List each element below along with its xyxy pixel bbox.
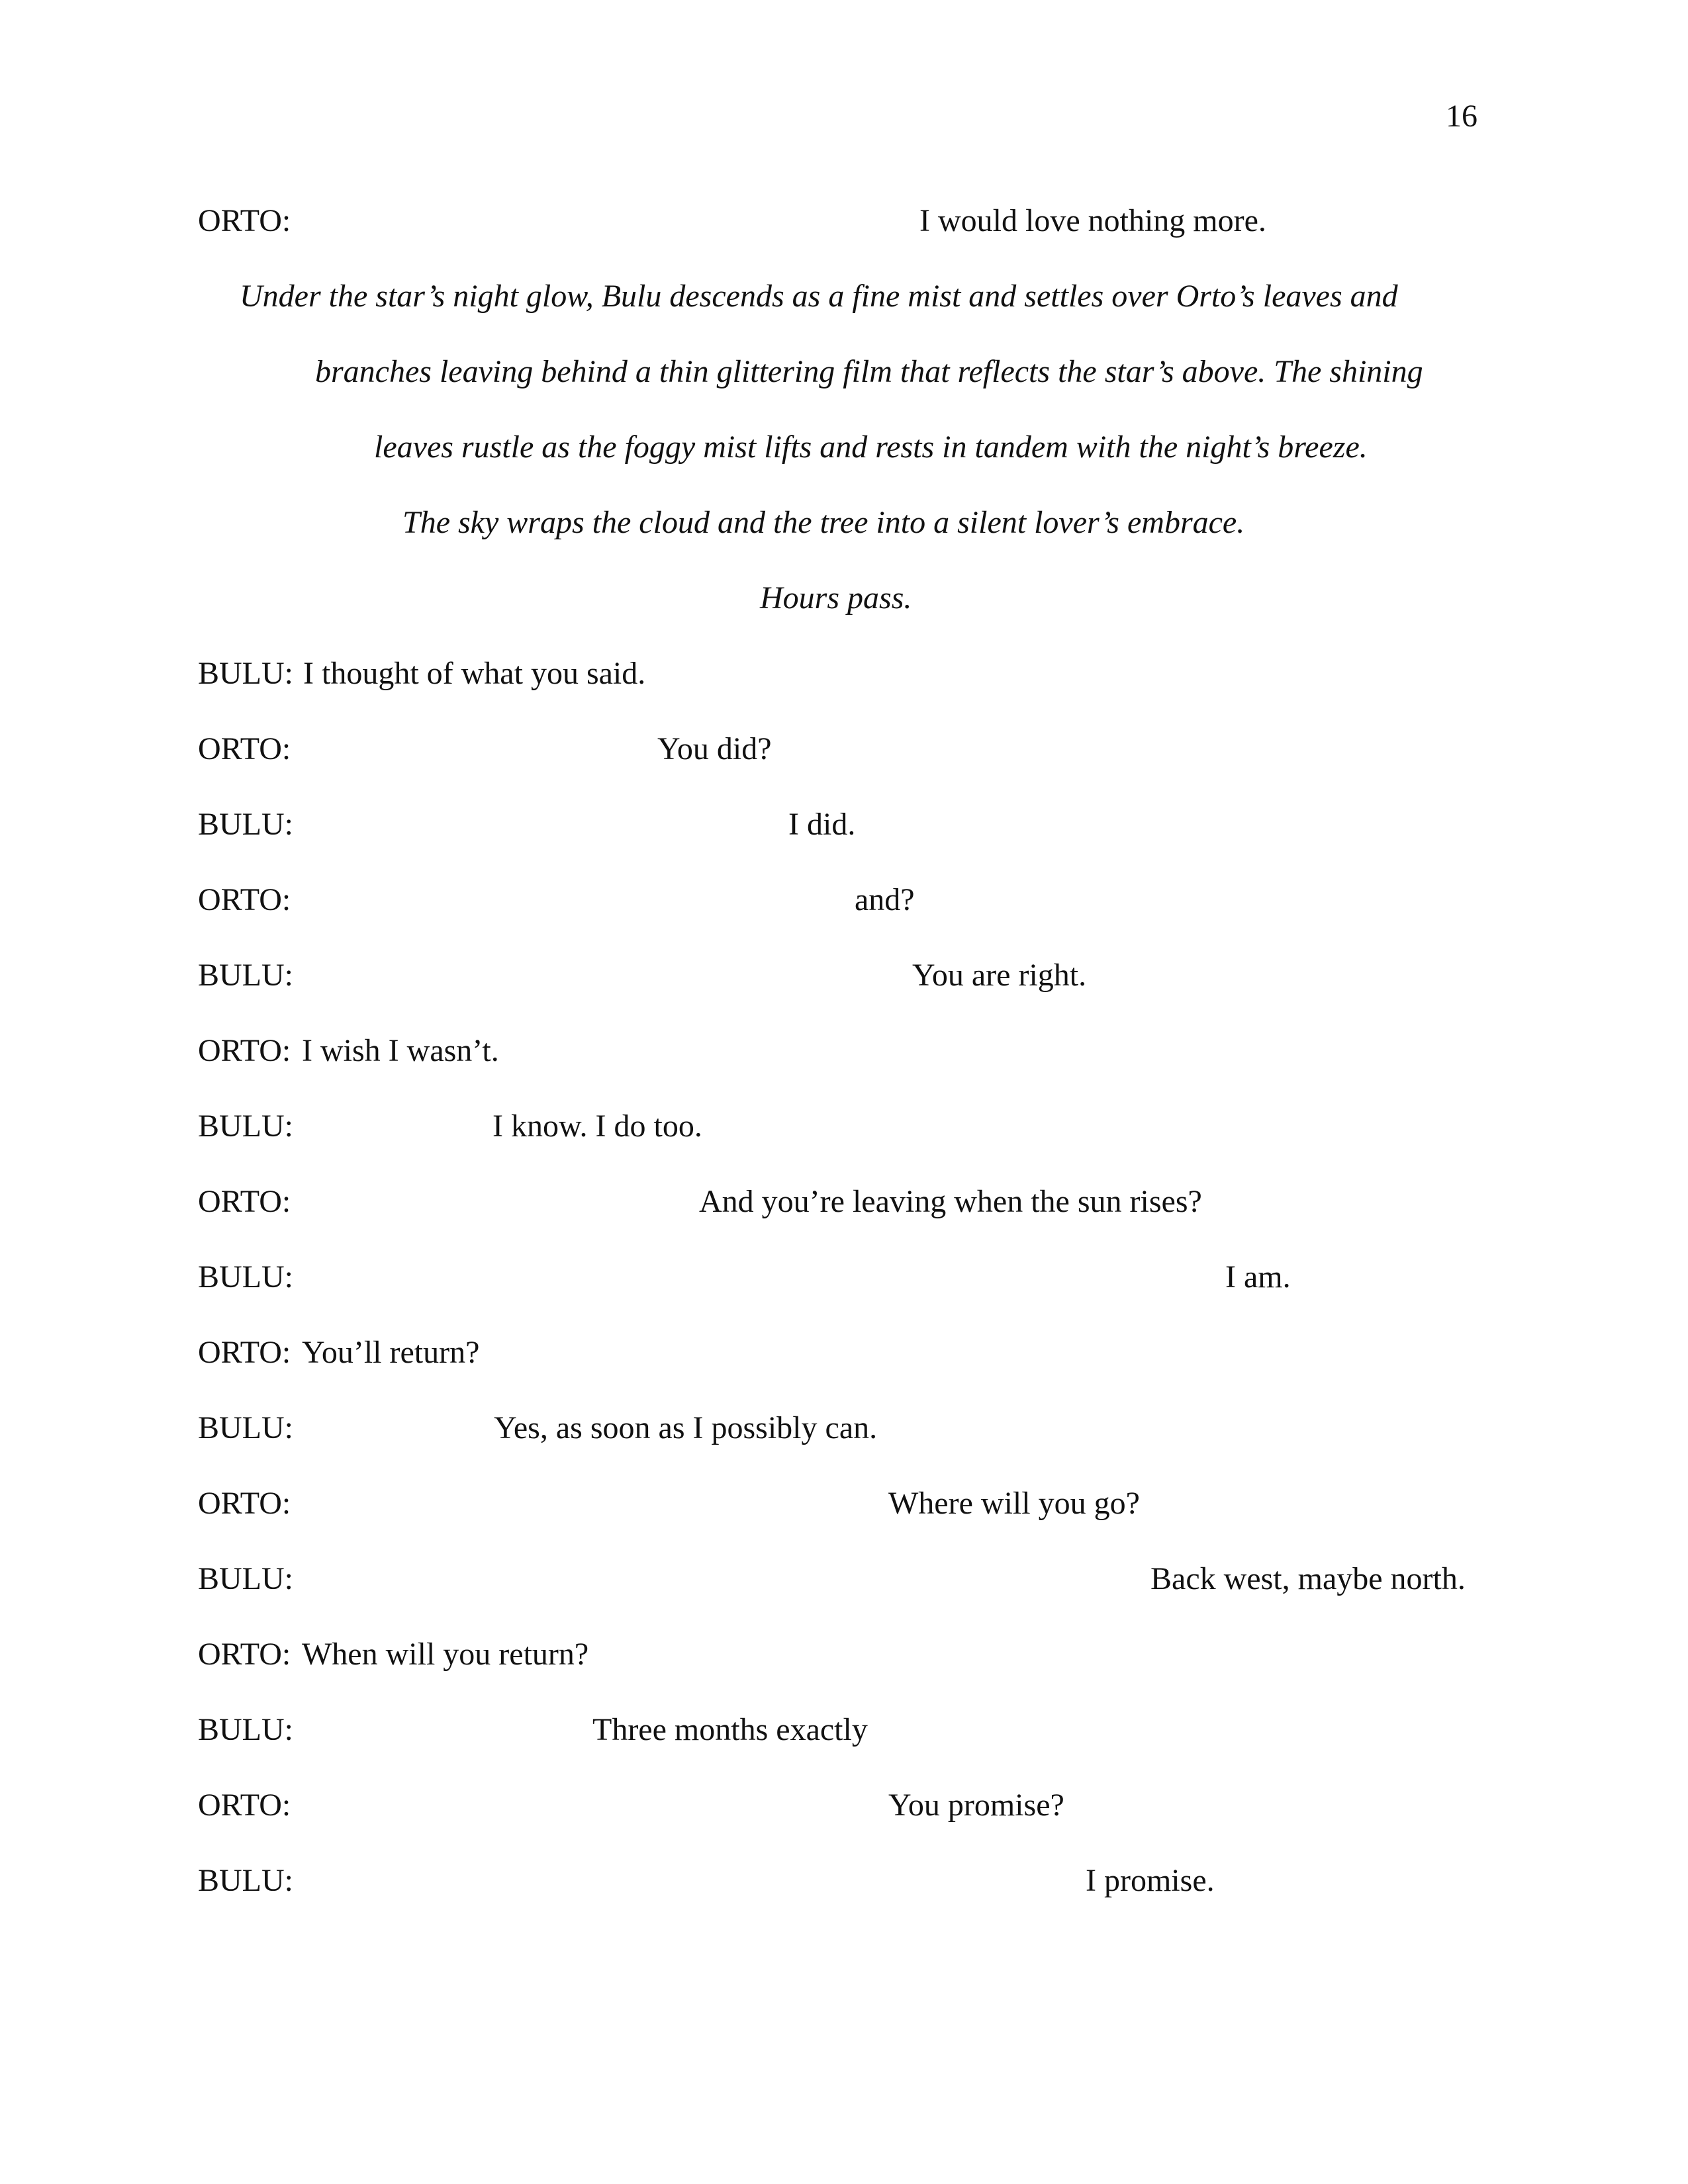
stage-direction: Hours pass.	[760, 580, 912, 615]
speaker-label: BULU:	[198, 958, 293, 993]
speaker-label: ORTO:	[198, 882, 291, 917]
stage-direction: Under the star’s night glow, Bulu descends as a fine mist and settles over Orto’s leaves and	[240, 279, 1398, 314]
dialogue-text: I know. I do too.	[492, 1109, 702, 1144]
dialogue-text: and?	[855, 882, 915, 917]
dialogue-text: I would love nothing more.	[919, 203, 1266, 238]
dialogue-text: When will you return?	[302, 1637, 589, 1672]
dialogue-text: I did.	[788, 807, 856, 842]
page-number: 16	[1446, 99, 1477, 134]
dialogue-text: Yes, as soon as I possibly can.	[494, 1410, 878, 1445]
speaker-label: ORTO:	[198, 1486, 291, 1521]
speaker-label: BULU:	[198, 1410, 293, 1445]
speaker-label: ORTO:	[198, 203, 291, 238]
speaker-label: BULU:	[198, 1712, 293, 1747]
dialogue-text: You’ll return?	[302, 1335, 480, 1370]
stage-direction: leaves rustle as the foggy mist lifts and rests in tandem with the night’s breeze.	[374, 430, 1368, 465]
dialogue-text: I am.	[1225, 1259, 1291, 1295]
dialogue-text: I promise.	[1086, 1863, 1215, 1898]
dialogue-text: I thought of what you said.	[303, 656, 646, 691]
dialogue-text: And you’re leaving when the sun rises?	[699, 1184, 1202, 1219]
speaker-label: BULU:	[198, 807, 293, 842]
speaker-label: ORTO:	[198, 1033, 291, 1068]
speaker-label: ORTO:	[198, 1184, 291, 1219]
speaker-label: BULU:	[198, 656, 293, 691]
speaker-label: ORTO:	[198, 1637, 291, 1672]
speaker-label: BULU:	[198, 1109, 293, 1144]
speaker-label: ORTO:	[198, 1335, 291, 1370]
dialogue-text: You promise?	[888, 1788, 1064, 1823]
speaker-label: BULU:	[198, 1259, 293, 1295]
stage-direction: The sky wraps the cloud and the tree into a silent lover’s embrace.	[402, 505, 1245, 540]
dialogue-text: Where will you go?	[888, 1486, 1140, 1521]
dialogue-text: Three months exactly	[592, 1712, 868, 1747]
speaker-label: BULU:	[198, 1863, 293, 1898]
speaker-label: ORTO:	[198, 731, 291, 766]
speaker-label: ORTO:	[198, 1788, 291, 1823]
dialogue-text: Back west, maybe north.	[1150, 1561, 1466, 1596]
dialogue-text: You did?	[657, 731, 772, 766]
dialogue-text: You are right.	[912, 958, 1087, 993]
dialogue-text: I wish I wasn’t.	[302, 1033, 499, 1068]
stage-direction: branches leaving behind a thin glittering film that reflects the star’s above. The shining	[315, 354, 1423, 389]
speaker-label: BULU:	[198, 1561, 293, 1596]
